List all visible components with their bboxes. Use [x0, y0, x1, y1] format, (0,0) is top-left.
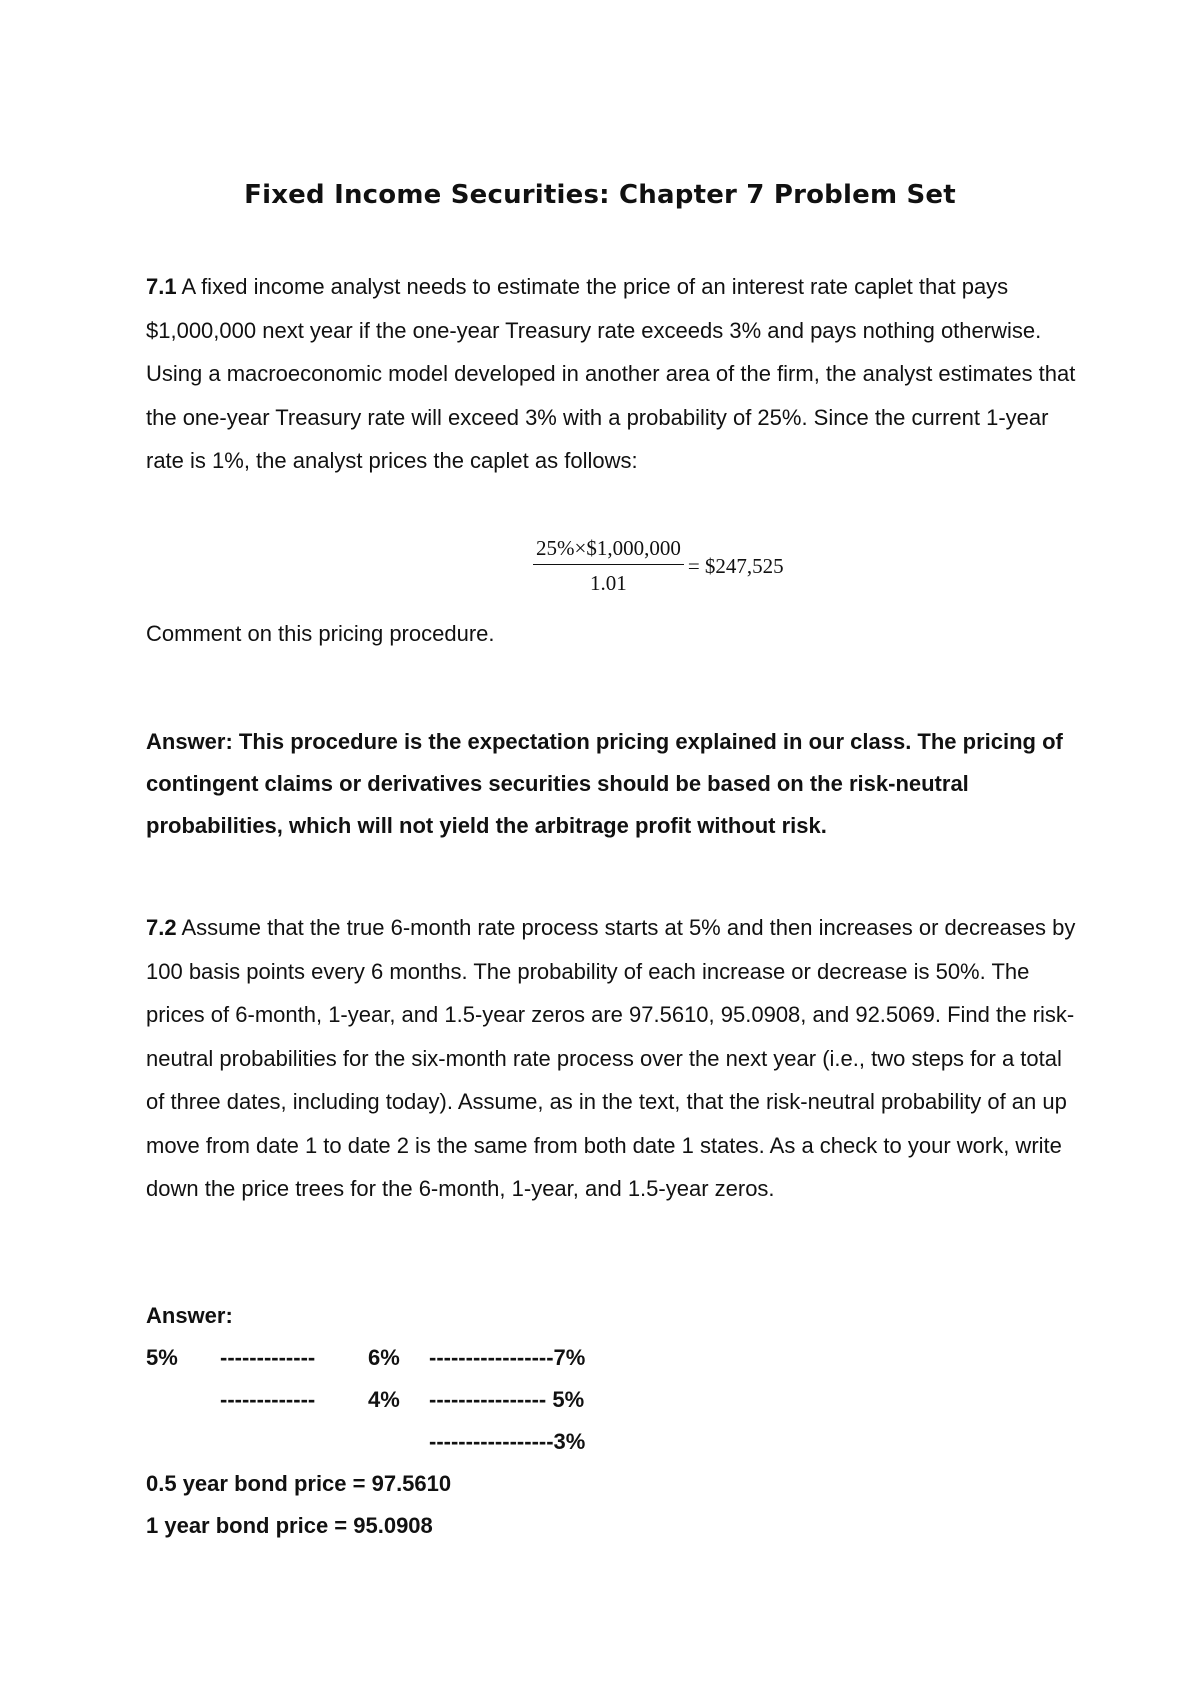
problem-7-2-answer-label: Answer:	[146, 1303, 233, 1328]
rate-tree-node: 4%	[368, 1387, 400, 1412]
problem-7-2-statement	[146, 906, 1076, 1211]
document-title: Fixed Income Securities: Chapter 7 Problem Set	[244, 180, 956, 210]
caplet-price-formula	[533, 536, 784, 596]
rate-tree-node: 6%	[368, 1345, 400, 1370]
problem-7-1-text: A fixed income analyst needs to estimate the price of an interest rate caplet that pays $1,000,000 next year if the one-year Treasury rate exceeds 3% and pays nothing otherwise. Using a macroeconomic model developed in another area of the firm, the analyst estimates that the one-year Treasury rate will exceed 3% with a probability of 25%. Since the current 1-year rate is 1%, the analyst prices the caplet as follows:	[146, 274, 1076, 473]
bond-price-line: 0.5 year bond price = 97.5610	[146, 1471, 452, 1496]
rate-tree-start: 5%	[146, 1345, 178, 1370]
problem-7-2-number: 7.2	[146, 915, 177, 940]
rate-tree-branch: -------------	[220, 1345, 316, 1370]
formula-result: = $247,525	[687, 553, 784, 578]
problem-7-2-text: Assume that the true 6-month rate process starts at 5% and then increases or decreases by 100 basis points every 6 months. The probability of each increase or decrease is 50%. The prices of 6-month, 1-year, and 1.5-year zeros are 97.5610, 95.0908, and 92.5069. Find the risk-neutral probabilities for the six-month rate process over the next year (i.e., two steps for a total of three dates, including today). Assume, as in the text, that the risk-neutral probability of an up move from date 1 to date 2 is the same from both date 1 states. As a check to your work, write down the price trees for the 6-month, 1-year, and 1.5-year zeros.	[146, 915, 1076, 1201]
problem-7-1-prompt: Comment on this pricing procedure.	[146, 621, 495, 646]
rate-tree-branch: -----------------7%	[429, 1345, 586, 1370]
rate-tree-branch: ---------------- 5%	[429, 1387, 585, 1412]
formula-denominator: 1.01	[590, 571, 627, 595]
problem-7-1-statement	[146, 265, 1076, 483]
formula-fraction	[533, 536, 684, 596]
bond-price-line: 1 year bond price = 95.0908	[146, 1513, 433, 1538]
formula-numerator: 25%×$1,000,000	[533, 536, 684, 565]
rate-tree-branch: -------------	[220, 1387, 316, 1412]
problem-7-1-number: 7.1	[146, 274, 177, 299]
rate-tree-branch: -----------------3%	[429, 1429, 586, 1454]
problem-7-1-answer: Answer: This procedure is the expectation pricing explained in our class. The pricing of contingent claims or derivatives securities should be based on the risk-neutral probabilities, which will not yield the arbitrage profit without risk.	[146, 729, 1063, 838]
